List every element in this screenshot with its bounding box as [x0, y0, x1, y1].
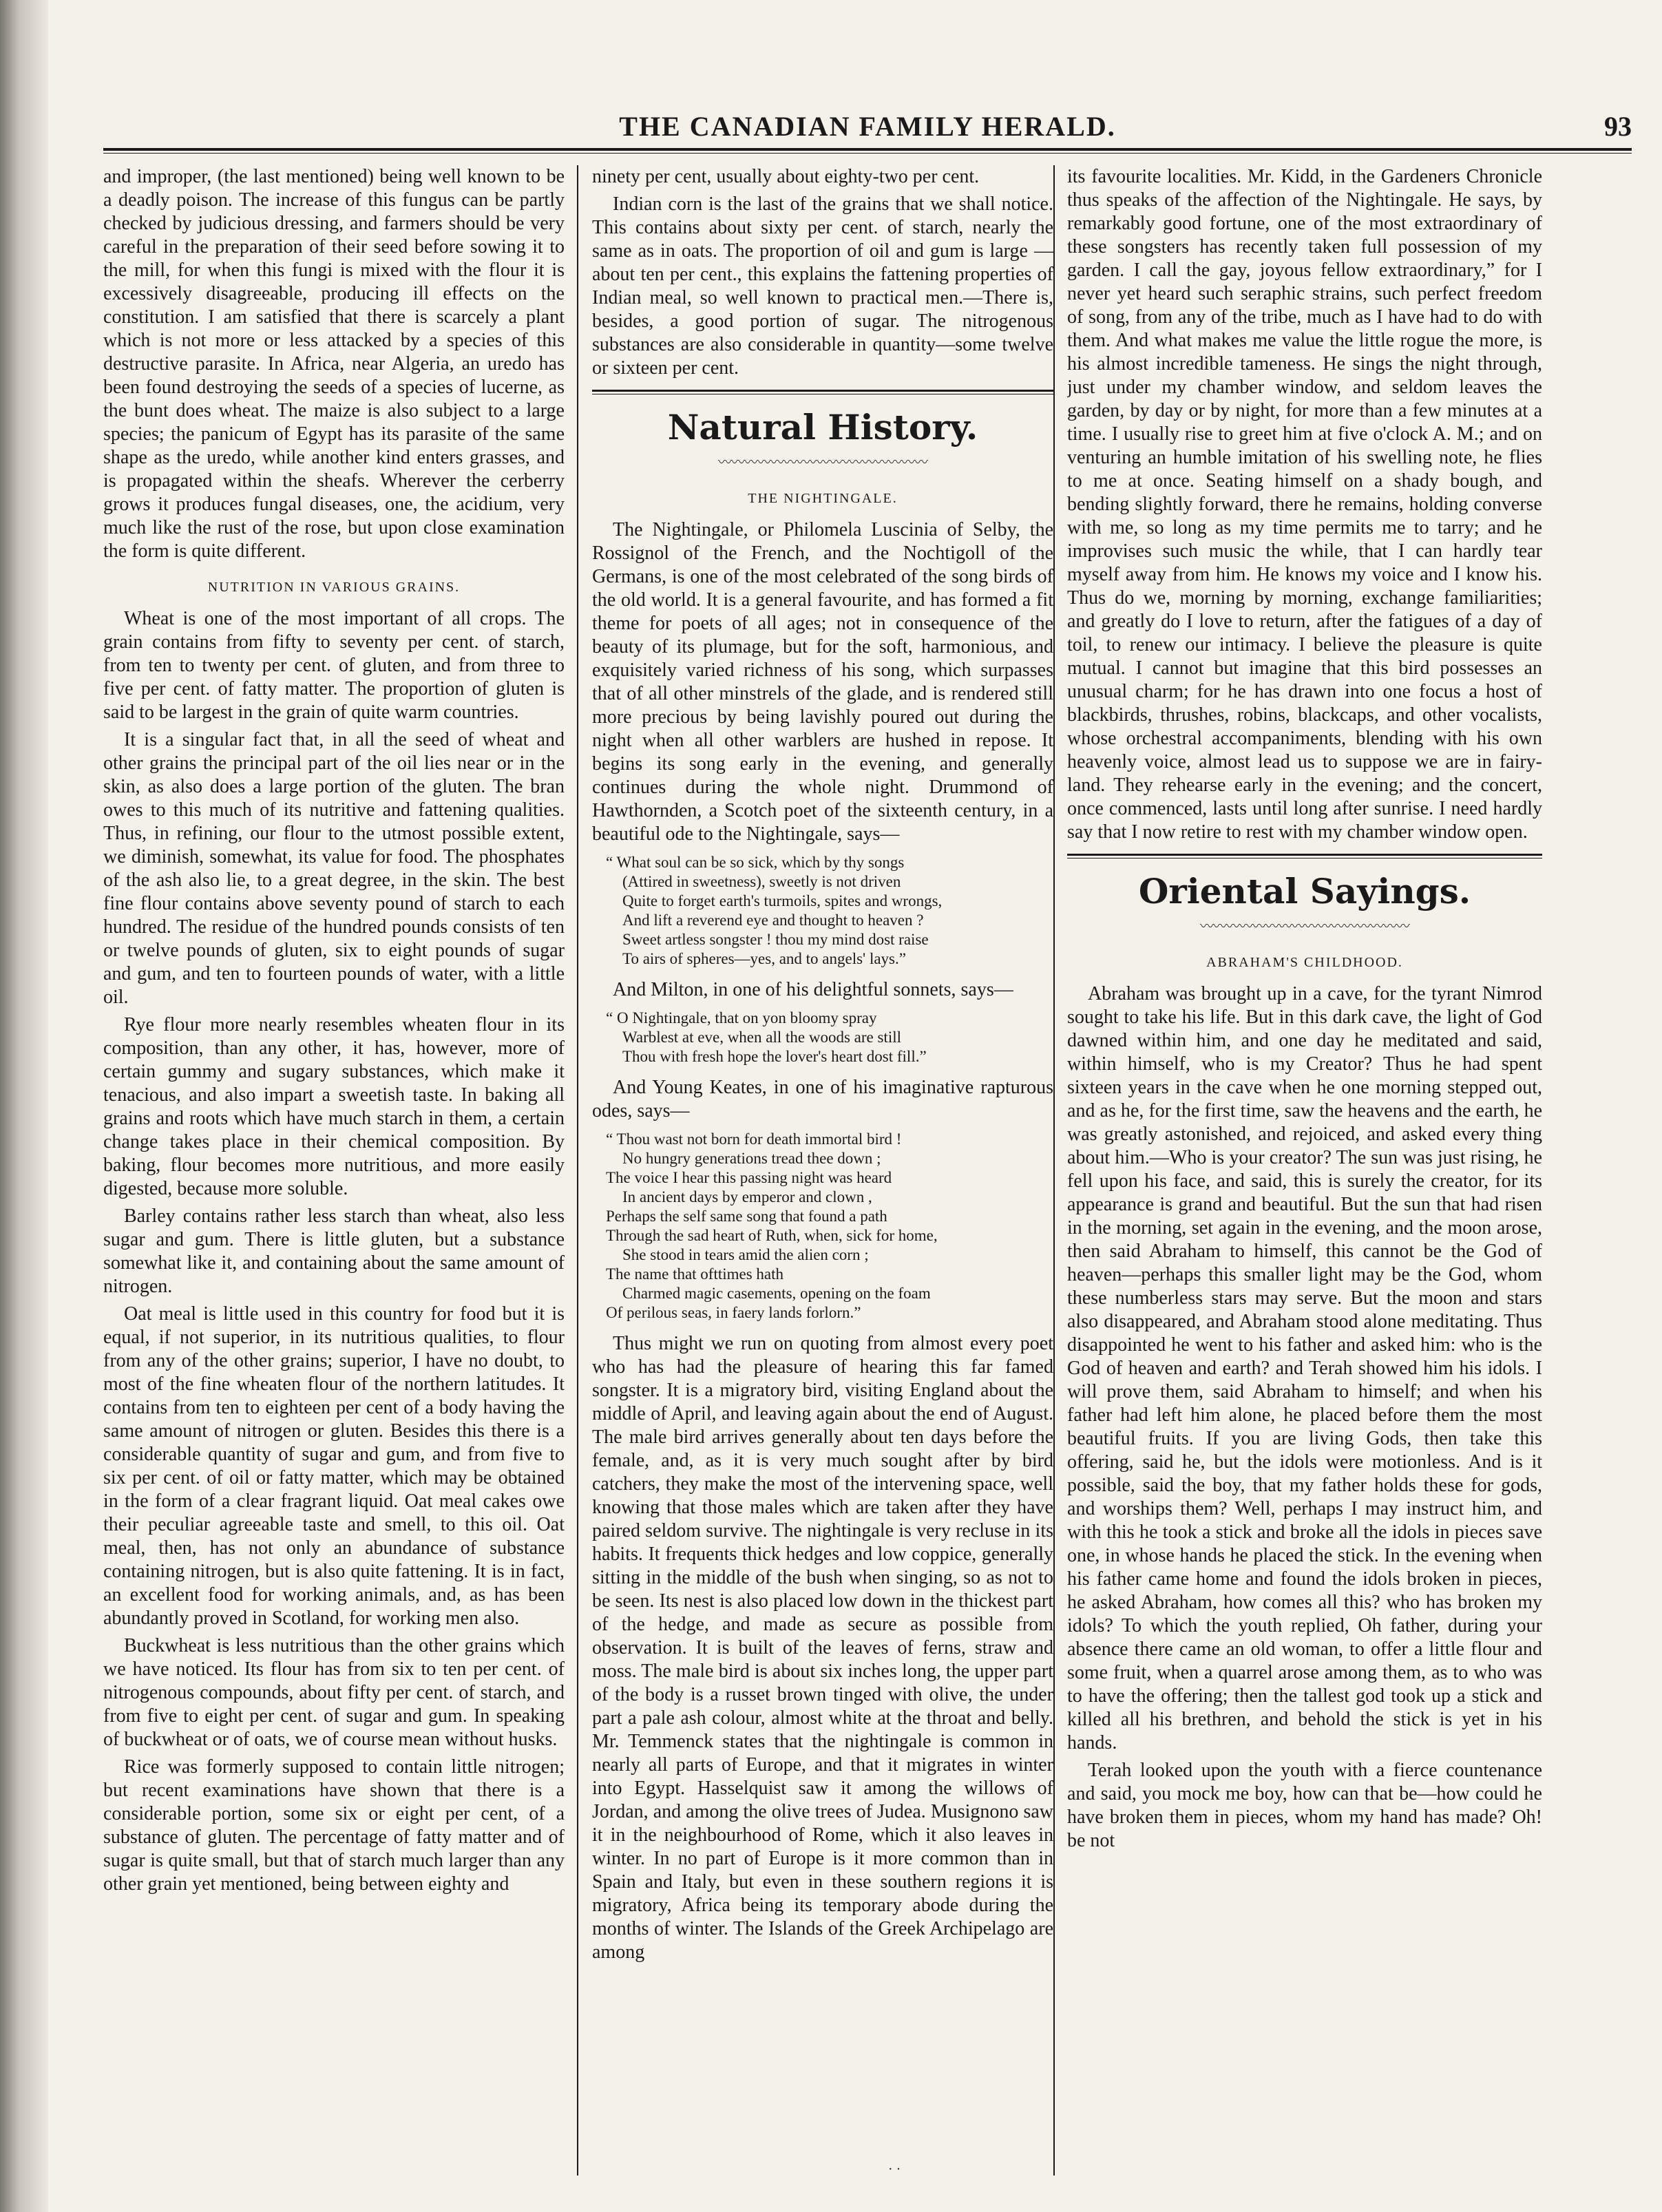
verse-line: She stood in tears amid the alien corn ; [622, 1246, 869, 1263]
column-divider-1 [577, 165, 578, 2176]
verse-line: Through the sad heart of Ruth, when, sick for home, [606, 1227, 938, 1244]
print-speck: · · [888, 2162, 901, 2177]
paragraph: its favourite localities. Mr. Kidd, in the Gardeners Chronicle thus speaks of the affection of the Nightingale. He says, by remarkably good fortune, one of the most extraordinary of these songsters has recently taken full possession of my garden. I call the gay, joyous fellow extraordinary,” for I never yet heard such seraphic strains, such perfect freedom of song, from any of the tribe, much as I have had to do with them. And what makes me value the little rogue the more, is his almost incredible tameness. He sings the night through, just under my chamber window, and seldom leaves the garden, by day or by night, for more than a few minutes at a time. I usually rise to greet him at five o'clock A. M.; and on venturing an humble imitation of his swelling note, he flies to me at once. Seating himself on a shady bough, and bending slightly forward, there he remains, holding converse with me, so long as my time permits me to tarry; and he improvises such music the while, that I can hardly tear myself away from him. He knows my voice and I know his. Thus do we, morning by morning, exchange familiarities; and greatly do I love to return, after the fatigues of a day of toil, to renew our intimacy. I believe the pleasure is quite mutual. I cannot but imagine that this bird possesses an unusual charm; for he has drawn into one focus a host of blackbirds, thrushes, robins, blackcaps, and other vocalists, whose orchestral accompaniments, blending with his own heavenly voice, almost lead us to suppose we are in fairy-land. They rehearse early in the evening; and the concert, once commenced, lasts until long after sunrise. I need hardly say that I now retire to rest with my chamber window open. [1067, 166, 1542, 843]
wavy-divider: 〰〰〰〰〰〰〰〰〰〰〰〰〰〰〰〰 [718, 455, 927, 470]
paragraph: Terah looked upon the youth with a fierce countenance and said, you mock me boy, how can that be—how could he have broken them in pieces, whom my hand has made? Oh! be not [1067, 1760, 1542, 1851]
column-3 [1067, 165, 1542, 2176]
verse-line: Warblest at eve, when all the woods are still [622, 1029, 901, 1046]
poem-drummond [606, 853, 1053, 969]
verse-line: And lift a reverend eye and thought to heaven ? [622, 912, 924, 929]
paragraph: Rice was formerly supposed to contain little nitrogen; but recent examinations have shown that there is a considerable portion, some six or eight per cent, of a substance of gluten. The percentage of fatty matter and of sugar is quite small, but that of starch much larger than any other grain yet mentioned, being between eighty and [103, 1756, 565, 1895]
paragraph: It is a singular fact that, in all the seed of wheat and other grains the principal part of the oil lies near or in the skin, as also does a large portion of the gluten. The bran owes to this much of its nutritive and fattening qualities. Thus, in refining, our flour to the utmost possible extent, we diminish, somewhat, its value for food. The phosphates of the ash also lie, to a great degree, in the skin. The best fine flour contains above seventy pound of starch to each hundred. The residue of the hundred pounds consists of ten or twelve pounds of gluten, six to eight pounds of sugar and gum, and ten to fourteen pounds of water, with a little oil. [103, 729, 565, 1008]
paragraph: and improper, (the last mentioned) being well known to be a deadly poison. The increase of this fungus can be partly checked by judicious dressing, and farmers should be very careful in the preparation of their seed before sowing it to the mill, for when this fungi is mixed with the flour it is excessively disagreeable, producing ill effects on the constitution. I am satisfied that there is scarcely a plant which is not more or less attacked by a species of this destructive parasite. In Africa, near Algeria, an uredo has been found destroying the seeds of a species of lucerne, as the bunt does wheat. The maize is also subject to a large species; the panicum of Egypt has its parasite of the same shape as the uredo, while another kind enters grasses, and is propagated within the sheafs. Wherever the cerberry grows it produces fungal diseases, one, the acidium, very much like the rust of the rose, but upon close examination the form is quite different. [103, 166, 565, 562]
verse-line: Perhaps the self same song that found a path [606, 1208, 887, 1225]
column-divider-2 [1053, 165, 1055, 2176]
article-subheading: THE NIGHTINGALE. [748, 491, 898, 506]
paragraph: And Young Keates, in one of his imaginative rapturous odes, says— [592, 1077, 1053, 1121]
page-header [103, 110, 1632, 145]
paragraph: Oat meal is little used in this country for food but it is equal, if not superior, in its nutritious qualities, to flour from any of the other grains; superior, I have no doubt, to most of the fine wheaten flour of the northern latitudes. It contains from ten to eighteen per cent of a body having the same amount of nitrogen or gluten. Besides this there is a considerable quantity of sugar and gum, and from five to six per cent. of oil or fatty matter, which may be obtained in the form of a clear fragrant liquid. Oat meal cakes owe their peculiar agreeable taste and smell, to this oil. Oat meal, then, has not only an abundance of substance containing nitrogen, but is also quite fattening. It is in fact, an excellent food for working animals, and, as has been abundantly proved in Scotland, for working men also. [103, 1303, 565, 1629]
header-rule [103, 148, 1632, 151]
verse-line: “ O Nightingale, that on yon bloomy spray [606, 1009, 877, 1026]
section-title-oriental-sayings: Oriental Sayings. [1138, 871, 1471, 912]
verse-line: Charmed magic casements, opening on the foam [622, 1285, 931, 1302]
verse-line: No hungry generations tread thee down ; [622, 1150, 881, 1167]
paragraph: And Milton, in one of his delightful sonnets, says— [613, 979, 1013, 1000]
poem-keates [606, 1130, 1053, 1323]
paragraph: ninety per cent, usually about eighty-two per cent. [592, 166, 980, 187]
verse-line: The voice I hear this passing night was heard [606, 1169, 892, 1186]
header-rule-thin [103, 153, 1632, 154]
page-number: 93 [1604, 111, 1632, 142]
paragraph: Barley contains rather less starch than wheat, also less sugar and gum. There is little gluten, but a substance somewhat like it, and containing about the same amount of nitrogen. [103, 1205, 565, 1297]
paragraph: Wheat is one of the most important of all crops. The grain contains from fifty to seventy per cent. of starch, from ten to twenty per cent. of gluten, and from three to five per cent. of fatty matter. The proportion of gluten is said to be largest in the grain of quite warm countries. [103, 608, 565, 723]
verse-line: Thou with fresh hope the lover's heart dost fill.” [622, 1048, 927, 1065]
wavy-divider: 〰〰〰〰〰〰〰〰〰〰〰〰〰〰〰〰 [1200, 919, 1409, 934]
verse-line: Of perilous seas, in faery lands forlorn.” [606, 1304, 861, 1321]
masthead: THE CANADIAN FAMILY HERALD. [619, 111, 1116, 142]
verse-line: To airs of spheres—yes, and to angels' lays.” [622, 950, 906, 967]
column-1 [103, 165, 565, 2176]
section-rule [1067, 854, 1542, 859]
section-rule [592, 390, 1053, 394]
section-subheading: NUTRITION IN VARIOUS GRAINS. [207, 580, 461, 595]
paragraph: Indian corn is the last of the grains that we shall notice. This contains about sixty per cent. of starch, nearly the same as in oats. The proportion of oil and gum is large —about ten per cent., this explains the fattening properties of Indian meal, so well known to practical men.—There is, besides, a good portion of sugar. The nitrogenous substances are also considerable in quantity—some twelve or sixteen per cent. [592, 193, 1053, 379]
paragraph: Thus might we run on quoting from almost every poet who has had the pleasure of hearing this far famed songster. It is a migratory bird, visiting England about the middle of April, and leaving again about the end of August. The male bird arrives generally about ten days before the female, and, as it is very much sought after by bird catchers, they make the most of the intervening space, well knowing that those males which are taken after they have paired seldom survive. The nightingale is very recluse in its habits. It frequents thick hedges and low coppice, generally sitting in the middle of the bush when singing, so as not to be seen. Its nest is also placed low down in the thickest part of the hedge, and made as secure as possible from observation. It is built of the leaves of ferns, straw and moss. The male bird is about six inches long, the upper part of the body is a russet brown tinged with olive, the under part a pale ash colour, almost white at the throat and belly. Mr. Temmenck states that the nightingale is common in nearly all parts of Europe, and that it migrates in winter into Egypt. Hasselquist saw it among the willows of Jordan, and among the olive trees of Judea. Musignono saw it in the neighbourhood of Rome, which it also leaves in winter. In no part of Europe is it more common than in Spain and Italy, but even in these southern regions it is migratory, Africa being its temporary abode during the months of winter. The Islands of the Greek Archipelago are among [592, 1333, 1053, 1963]
verse-line: (Attired in sweetness), sweetly is not driven [622, 873, 901, 890]
verse-line: In ancient days by emperor and clown , [622, 1188, 872, 1205]
poem-milton [606, 1009, 1053, 1066]
column-2 [592, 165, 1053, 2176]
verse-line: “ Thou wast not born for death immortal bird ! [606, 1130, 902, 1148]
article-subheading: ABRAHAM'S CHILDHOOD. [1206, 955, 1403, 970]
paragraph: The Nightingale, or Philomela Luscinia of Selby, the Rossignol of the French, and the Nochtigoll of the Germans, is one of the most celebrated of the song birds of the old world. It is a general favourite, and has formed a fit theme for poets of all ages; not in consequence of the beauty of its plumage, but for the soft, harmonious, and exquisitely varied richness of his song, which surpasses that of all other minstrels of the glade, and is rendered still more precious by being lavishly poured out during the night when all other warblers are hushed in repose. It begins its song early in the evening, and generally continues during the whole night. Drummond of Hawthornden, a Scotch poet of the sixteenth century, in a beautiful ode to the Nightingale, says— [592, 519, 1053, 845]
section-title-natural-history: Natural History. [667, 407, 978, 447]
paragraph: Abraham was brought up in a cave, for the tyrant Nimrod sought to take his life. But in this dark cave, the light of God dawned within him, and one day he meditated and said, within himself, who is my Creator? Thus he had spent sixteen years in the cave when he one morning stepped out, and as he, for the first time, saw the heavens and the earth, he was greatly astonished, and rejoiced, and asked every thing about him.—Who is your creator? The sun was just rising, he fell upon his face, and said, this is surely the creator, for its appearance is grand and beautiful. But the sun that had risen in the morning, set again in the evening, and the moon arose, then said Abraham to himself, this cannot be the God of heaven—perhaps this smaller light may be the God, whom these numberless stars may serve. But the moon and stars also disappeared, and Abraham stood alone meditating. Thus disappointed he went to his father and asked him: who is the God of heaven and earth? and Terah showed him his idols. I will prove them, said Abraham to himself; and when his father had left him alone, he placed before them the most beautiful fruits. If you are living Gods, then take this offering, said he, but the idols were motionless. And is it possible, said the boy, that my father holds these for gods, and worships them? Well, perhaps I may instruct him, and with this he took a stick and broke all the idols in pieces save one, in whose hands he placed the stick. In the evening when his father came home and found the idols broken in pieces, he asked Abraham, how comes all this? who has broken my idols? To which the youth replied, Oh father, during your absence there came an old woman, to offer a little flour and some fruit, when a quarrel arose among them, as to who was to have the offering; then the tallest god took up a stick and killed all his brethren, and behold the stick is yet in his hands. [1067, 983, 1542, 1753]
verse-line: The name that ofttimes hath [606, 1265, 784, 1283]
paragraph: Rye flour more nearly resembles wheaten flour in its composition, than any other, it has, however, more of certain gummy and sugary substances, which make it tenacious, and also impart a sweetish taste. In baking all grains and roots which have much starch in them, a certain change takes place in their chemical composition. By baking, flour becomes more nutritious, and more easily digested, because more soluble. [103, 1014, 565, 1199]
verse-line: “ What soul can be so sick, which by thy songs [606, 854, 905, 871]
verse-line: Quite to forget earth's turmoils, spites and wrongs, [622, 892, 943, 909]
verse-line: Sweet artless songster ! thou my mind dost raise [622, 931, 929, 948]
page-edge-shadow [0, 0, 48, 2212]
paragraph: Buckwheat is less nutritious than the other grains which we have noticed. Its flour has from six to ten per cent. of nitrogenous compounds, about fifty per cent. of starch, and from five to eight per cent. of sugar and gum. In speaking of buckwheat or of oats, we of course mean without husks. [103, 1635, 565, 1750]
